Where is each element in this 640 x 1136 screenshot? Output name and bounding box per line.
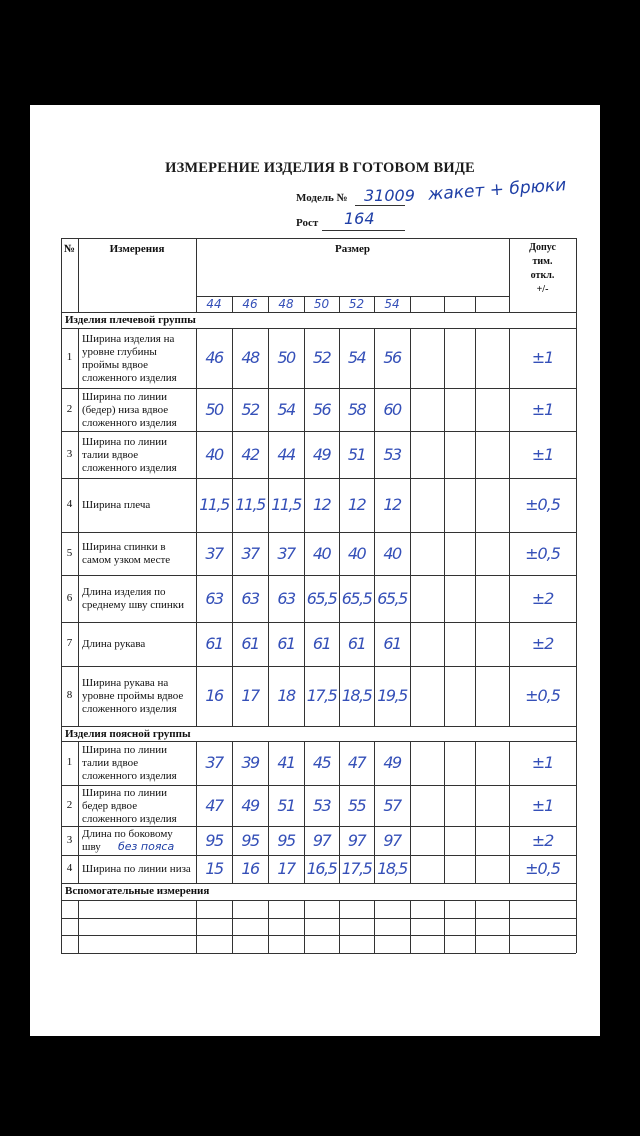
table-column-rule (475, 741, 476, 785)
row-value: 47 (205, 795, 223, 815)
row-value: 50 (205, 399, 223, 419)
aux-column-rule (475, 900, 476, 918)
row-measure-name: Ширина рукава на уровне проймы вдвое сложенного изделия (82, 677, 184, 715)
header-measure: Измерения (109, 243, 165, 255)
table-row-border (61, 666, 576, 667)
section-title-border (61, 900, 576, 901)
row-number: 3 (66, 447, 73, 460)
row-value: 52 (241, 399, 259, 419)
size-column-rule (475, 296, 476, 312)
row-note: без пояса (118, 840, 175, 853)
row-value: 16 (205, 686, 223, 705)
row-measure-name: Ширина изделия на уровне глубины проймы вдвое сложенного изделия (82, 332, 177, 384)
table-column-rule (78, 622, 79, 666)
row-value: 19,5 (377, 686, 407, 705)
table-column-rule (78, 532, 79, 575)
row-value: 11,5 (271, 495, 301, 514)
row-number: 2 (66, 798, 73, 811)
aux-row-border (61, 953, 576, 954)
size-header-46: 46 (242, 297, 258, 311)
row-tolerance: ±1 (531, 444, 554, 464)
header-bottom-border (61, 312, 576, 313)
row-number: 1 (66, 351, 73, 363)
aux-column-rule (304, 935, 305, 953)
aux-column-rule (444, 918, 445, 935)
aux-column-rule (268, 935, 269, 953)
aux-column-rule (268, 900, 269, 918)
aux-column-rule (410, 935, 411, 953)
aux-column-rule (410, 918, 411, 935)
table-column-rule (78, 826, 79, 855)
row-value: 40 (205, 444, 223, 464)
aux-column-rule (374, 935, 375, 953)
header-tolerance-line: Допус (529, 242, 556, 253)
row-tolerance: ±1 (531, 753, 554, 772)
model-note: жакет + брюки (427, 175, 567, 205)
aux-column-rule (196, 935, 197, 953)
aux-row-border (61, 918, 576, 919)
model-underline (355, 205, 405, 206)
aux-column-rule (196, 918, 197, 935)
aux-column-rule (304, 900, 305, 918)
table-column-rule (444, 855, 445, 883)
row-value: 58 (347, 399, 366, 419)
row-value: 40 (347, 543, 366, 563)
section-title: Изделия плечевой группы (65, 314, 196, 326)
model-value: 31009 (364, 186, 415, 205)
row-value: 53 (383, 444, 401, 464)
row-value: 15 (205, 859, 223, 878)
aux-column-rule (444, 935, 445, 953)
row-value: 18,5 (377, 859, 407, 878)
aux-column-rule (232, 900, 233, 918)
size-column-rule (410, 296, 411, 312)
table-column-rule (444, 388, 445, 431)
aux-row-border (61, 935, 576, 936)
row-measure-name: Ширина по линии низа (82, 863, 191, 875)
row-value: 12 (312, 495, 331, 514)
section-title: Вспомогательные измерения (65, 885, 210, 897)
row-value: 61 (205, 634, 223, 653)
table-column-rule (78, 575, 79, 622)
table-row-border (61, 532, 576, 533)
row-value: 57 (383, 795, 401, 815)
row-value: 54 (277, 399, 295, 419)
aux-column-rule (339, 900, 340, 918)
row-value: 65,5 (377, 588, 407, 608)
aux-column-rule (304, 918, 305, 935)
row-value: 17,5 (341, 859, 372, 878)
height-underline (322, 230, 405, 231)
table-row-border (61, 826, 576, 827)
row-value: 97 (383, 830, 401, 850)
row-measure-name: Ширина плеча (82, 499, 151, 511)
row-value: 42 (241, 444, 259, 464)
row-value: 47 (347, 753, 366, 772)
table-column-rule (444, 575, 445, 622)
table-column-rule (475, 532, 476, 575)
document-title: ИЗМЕРЕНИЕ ИЗДЕЛИЯ В ГОТОВОМ ВИДЕ (165, 160, 475, 176)
row-value: 61 (312, 634, 331, 653)
table-column-rule (444, 826, 445, 855)
row-measure-name: Ширина по линии талии вдвое сложенного изделия (82, 435, 177, 474)
row-value: 44 (277, 444, 295, 464)
table-column-rule (475, 666, 476, 726)
table-left-border (61, 238, 62, 953)
row-value: 40 (312, 543, 331, 563)
size-header-50: 50 (313, 297, 330, 311)
aux-column-rule (475, 918, 476, 935)
row-value: 95 (277, 830, 295, 850)
row-value: 51 (347, 444, 366, 464)
row-tolerance: ±0,5 (525, 495, 560, 514)
row-number: 2 (66, 402, 73, 415)
size-header-44: 44 (206, 297, 222, 311)
row-value: 56 (383, 348, 401, 367)
row-value: 46 (205, 348, 223, 367)
row-value: 39 (241, 753, 259, 772)
header-size: Размер (335, 243, 370, 255)
row-measure-name: Ширина по линии талии вдвое сложенного изделия (82, 744, 177, 782)
row-tolerance: ±0,5 (525, 543, 560, 563)
row-value: 17,5 (306, 686, 337, 705)
row-number: 8 (66, 689, 73, 701)
row-value: 37 (205, 543, 223, 563)
row-tolerance: ±0,5 (525, 686, 560, 705)
row-tolerance: ±1 (531, 348, 554, 367)
row-value: 41 (277, 753, 295, 772)
row-value: 16,5 (306, 859, 337, 878)
table-column-rule (475, 328, 476, 388)
row-value: 61 (277, 634, 295, 653)
row-value: 60 (383, 399, 401, 419)
table-row-border (61, 622, 576, 623)
aux-column-rule (196, 900, 197, 918)
aux-column-rule (78, 900, 79, 918)
row-value: 97 (347, 830, 366, 850)
aux-column-rule (374, 900, 375, 918)
header-tolerance-line: откл. (530, 270, 555, 281)
table-column-rule (78, 785, 79, 826)
row-value: 95 (205, 830, 223, 850)
size-column-rule (444, 296, 445, 312)
table-column-rule (444, 532, 445, 575)
row-value: 11,5 (199, 495, 229, 514)
aux-column-rule (78, 935, 79, 953)
row-value: 37 (241, 543, 259, 563)
row-measure-name: Ширина по линии бедер вдвое сложенного изделия (82, 786, 177, 825)
size-header-52: 52 (348, 297, 365, 311)
aux-column-rule (339, 935, 340, 953)
table-right-border (576, 238, 577, 953)
table-column-rule (78, 328, 79, 388)
aux-column-rule (232, 935, 233, 953)
table-column-rule (78, 388, 79, 431)
row-value: 49 (383, 753, 401, 772)
aux-column-rule (339, 918, 340, 935)
aux-column-rule (509, 935, 510, 953)
row-value: 97 (312, 830, 331, 850)
row-value: 52 (312, 348, 331, 367)
table-column-rule (475, 826, 476, 855)
table-column-rule (475, 478, 476, 532)
row-tolerance: ±0,5 (525, 859, 560, 878)
table-row-border (61, 478, 576, 479)
table-column-rule (444, 666, 445, 726)
table-row-border (61, 883, 576, 884)
row-value: 63 (277, 588, 295, 608)
header-tolerance-line: +/- (536, 284, 549, 295)
section-title: Изделия поясной группы (65, 728, 191, 740)
row-value: 50 (277, 348, 295, 367)
row-measure-name: Длина рукава (82, 638, 146, 650)
row-value: 61 (347, 634, 366, 653)
row-value: 61 (241, 634, 259, 653)
row-value: 48 (241, 348, 259, 367)
table-column-rule (78, 855, 79, 883)
row-number: 6 (66, 591, 73, 604)
height-label: Рост (296, 217, 319, 229)
model-label: Модель № (296, 192, 348, 204)
row-number: 1 (66, 756, 73, 768)
table-top-border (61, 238, 576, 239)
row-value: 17 (277, 859, 295, 878)
table-column-rule (444, 741, 445, 785)
table-column-rule (444, 431, 445, 478)
table-column-rule (444, 478, 445, 532)
row-number: 3 (66, 833, 73, 846)
row-value: 18 (277, 686, 295, 705)
row-value: 37 (277, 543, 295, 563)
row-measure-name: Ширина по линии (бедер) низа вдвое сложенного изделия (82, 390, 177, 429)
row-number: 4 (66, 862, 73, 874)
table-row-border (61, 855, 576, 856)
row-value: 65,5 (341, 588, 372, 608)
row-number: 4 (66, 498, 73, 510)
row-value: 11,5 (235, 495, 265, 514)
table-column-rule (78, 478, 79, 532)
table-row-border (61, 431, 576, 432)
row-value: 37 (205, 753, 223, 772)
table-column-rule (78, 666, 79, 726)
row-number: 5 (66, 546, 73, 559)
aux-column-rule (410, 900, 411, 918)
aux-column-rule (78, 918, 79, 935)
row-measure-name: Длина по боковому шву (82, 828, 173, 853)
table-column-rule (475, 388, 476, 431)
aux-column-rule (509, 900, 510, 918)
row-value: 95 (241, 830, 259, 850)
table-column-rule (78, 741, 79, 785)
aux-column-rule (444, 900, 445, 918)
table-column-rule (78, 431, 79, 478)
row-measure-name: Ширина спинки в самом узком месте (82, 541, 171, 566)
size-header-48: 48 (278, 297, 294, 311)
size-header-54: 54 (384, 297, 400, 311)
row-value: 49 (312, 444, 331, 464)
height-value: 164 (344, 209, 375, 228)
header-tolerance-line: тим. (532, 256, 553, 267)
row-tolerance: ±1 (531, 795, 554, 815)
table-column-rule (444, 328, 445, 388)
table-row-border (61, 388, 576, 389)
row-value: 61 (383, 634, 401, 653)
row-value: 53 (312, 795, 331, 815)
aux-column-rule (268, 918, 269, 935)
row-tolerance: ±2 (531, 634, 554, 653)
table-column-rule (444, 622, 445, 666)
row-value: 51 (277, 795, 295, 815)
row-value: 49 (241, 795, 259, 815)
section-title-border (61, 741, 576, 742)
row-tolerance: ±2 (531, 588, 554, 608)
table-column-rule (475, 575, 476, 622)
row-value: 18,5 (341, 686, 372, 705)
row-value: 45 (312, 753, 331, 772)
row-value: 54 (347, 348, 366, 367)
table-column-rule (475, 855, 476, 883)
table-column-rule (475, 785, 476, 826)
row-value: 12 (383, 495, 401, 514)
aux-column-rule (232, 918, 233, 935)
table-column-rule (475, 431, 476, 478)
table-column-rule (444, 785, 445, 826)
row-value: 56 (312, 399, 331, 419)
row-number: 7 (66, 637, 73, 649)
aux-column-rule (509, 918, 510, 935)
aux-column-rule (374, 918, 375, 935)
row-value: 16 (241, 859, 259, 878)
row-value: 40 (383, 543, 401, 563)
row-value: 55 (347, 795, 366, 815)
table-row-border (61, 726, 576, 727)
row-value: 63 (241, 588, 259, 608)
row-value: 12 (347, 495, 366, 514)
table-row-border (61, 575, 576, 576)
row-value: 63 (205, 588, 223, 608)
header-num: № (63, 243, 76, 255)
table-column-rule (475, 622, 476, 666)
row-value: 17 (241, 686, 259, 705)
row-tolerance: ±1 (531, 399, 554, 419)
row-value: 65,5 (306, 588, 337, 608)
row-measure-name: Длина изделия по среднему шву спинки (82, 586, 185, 611)
section-title-border (61, 328, 576, 329)
aux-column-rule (475, 935, 476, 953)
row-tolerance: ±2 (531, 830, 554, 850)
